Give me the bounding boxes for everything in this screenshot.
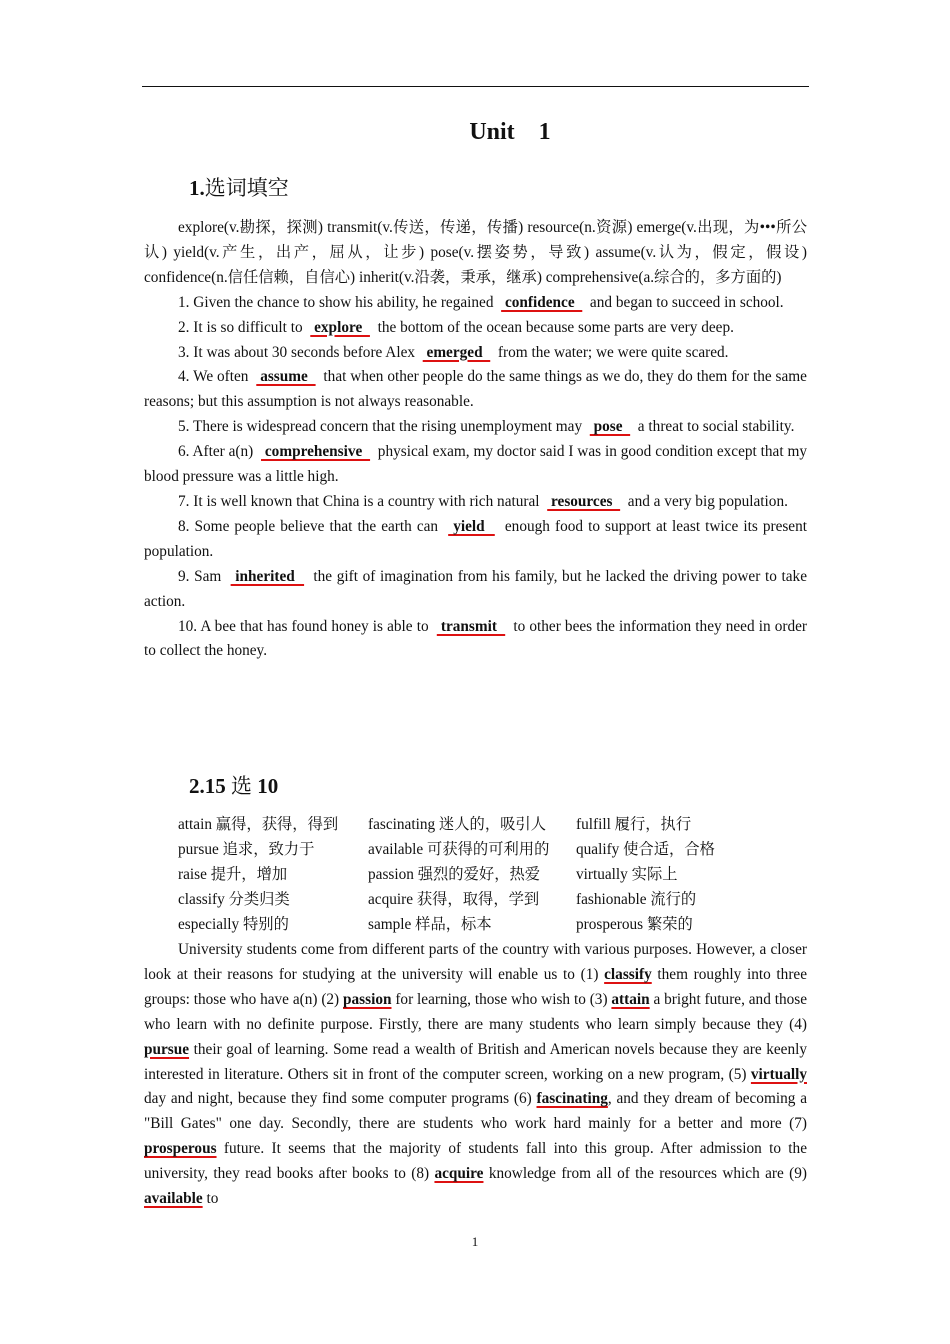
exercise-text: and began to succeed in school. bbox=[582, 293, 784, 311]
word-bank-entry: attain 赢得，获得，得到 bbox=[178, 816, 339, 833]
exercise-item bbox=[144, 515, 807, 565]
exercise-text: from the water; we were quite scared. bbox=[490, 343, 729, 361]
exercise-item bbox=[144, 365, 807, 415]
word-bank-entry: prosperous 繁荣的 bbox=[576, 915, 693, 933]
answer-blank: virtually bbox=[750, 1065, 807, 1083]
exercise-text: 2. It is so difficult to bbox=[178, 318, 311, 336]
word-bank-entry: especially 特别的 bbox=[178, 915, 289, 933]
word-bank-row bbox=[178, 813, 808, 838]
answer-blank: pose bbox=[589, 418, 631, 436]
exercise-item bbox=[144, 565, 807, 615]
exercise-item bbox=[144, 415, 807, 440]
answer-blank: assume bbox=[256, 368, 316, 386]
passage-text: for learning, those who wish to (3) bbox=[391, 990, 612, 1008]
answer-blank: fascinating bbox=[536, 1090, 608, 1108]
passage-text: future. It seems that the majority of students fall into this group. After admission to the university, they read books after books to (8) bbox=[144, 1140, 807, 1183]
word-bank-entry: fashionable 流行的 bbox=[576, 890, 697, 908]
word-bank-entry: sample 样品，标本 bbox=[368, 915, 492, 933]
exercise-text: 9. Sam bbox=[178, 567, 231, 585]
passage-paragraph bbox=[144, 938, 807, 1212]
word-bank-entry: virtually 实际上 bbox=[576, 865, 678, 883]
exercise-text: the gift of imagination from his family, but he lacked the driving power to take action. bbox=[144, 567, 807, 610]
exercise-item bbox=[144, 440, 807, 490]
exercise-item bbox=[144, 490, 807, 515]
exercise-text: physical exam, my doctor said I was in good condition except that my blood pressure was a little high. bbox=[144, 443, 807, 486]
passage-text: , and they dream of becoming a "Bill Gates" one day. Secondly, there are students who work hard mainly for a better and more (7) bbox=[144, 1090, 807, 1133]
passage-text: to bbox=[202, 1190, 219, 1208]
answer-blank: comprehensive bbox=[261, 443, 371, 461]
section-2-heading bbox=[189, 770, 278, 800]
passage-text: day and night, because they find some computer programs (6) bbox=[144, 1090, 537, 1108]
vocab-list: explore(v.勘探，探测) transmit(v.传送，传递，传播) resource(n.资源) emerge(v.出现，为•••所公认) yield(v.产生，出产，屈从，让步) pose(v.摆姿势，导致) assume(v.认为，假定，假设) confidence(n.信任信赖，自信心) inherit(v.沿袭，秉承，继承) comprehensive(a.综合的，多方面的) bbox=[144, 219, 807, 286]
exercise-text: that when other people do the same things as we do, they do them for the same reasons; but this assumption is not always reasonable. bbox=[144, 368, 807, 411]
word-bank-entry: fascinating 迷人的，吸引人 bbox=[368, 816, 547, 833]
page-title: Unit 1 bbox=[469, 119, 551, 145]
exercise-text: to other bees the information they need in order to collect the honey. bbox=[144, 617, 807, 660]
answer-blank: prosperous bbox=[144, 1140, 217, 1158]
word-bank-row bbox=[178, 863, 808, 888]
word-bank-row bbox=[178, 838, 808, 863]
section-1-heading bbox=[189, 172, 289, 202]
section-2-count: 10 bbox=[257, 774, 279, 798]
word-bank-entry: fulfill 履行，执行 bbox=[576, 816, 692, 833]
section-2-number: 2.15 bbox=[189, 774, 226, 798]
exercise-text: the bottom of the ocean because some parts are very deep. bbox=[369, 318, 734, 336]
word-bank-row bbox=[178, 913, 808, 938]
section-1-body bbox=[144, 216, 807, 664]
answer-blank: classify bbox=[604, 965, 652, 983]
exercise-text: 4. We often bbox=[178, 368, 257, 386]
answer-blank: passion bbox=[343, 990, 392, 1008]
answer-blank: resources bbox=[547, 492, 621, 510]
passage-text: their goal of learning. Some read a wealth of British and American novels because they are keenly interested in literature. Others sit in front of the computer screen, working on a new program, (5) bbox=[144, 1040, 807, 1083]
header-rule bbox=[142, 86, 809, 87]
word-bank-entry: qualify 使合适，合格 bbox=[576, 840, 715, 858]
word-bank-entry: raise 提升，增加 bbox=[178, 865, 288, 883]
exercise-list bbox=[144, 291, 807, 665]
page-number: 1 bbox=[471, 1234, 479, 1249]
answer-blank: emerged bbox=[422, 343, 491, 361]
word-bank-row bbox=[178, 888, 808, 913]
word-bank-entry: pursue 追求，致力于 bbox=[178, 840, 315, 858]
answer-blank: explore bbox=[310, 318, 370, 336]
passage-text: a bright future, and those who learn with no definite purpose. Firstly, there are many students who learn simply because they (4) bbox=[144, 990, 807, 1033]
exercise-text: 1. Given the chance to show his ability, he regained bbox=[178, 293, 502, 311]
exercise-text: enough food to support at least twice its present population. bbox=[144, 517, 807, 560]
exercise-item bbox=[144, 341, 807, 366]
exercise-text: 10. A bee that has found honey is able to bbox=[178, 617, 437, 635]
section-1-title: 选词填空 bbox=[204, 176, 289, 200]
passage-text: University students come from different parts of the country with various purposes. However, a closer look at their reasons for studying at the university will enable us to (1) bbox=[144, 941, 807, 983]
exercise-item bbox=[144, 291, 807, 316]
answer-blank: confidence bbox=[501, 293, 583, 311]
passage-text: them roughly into three groups: those who have a(n) (2) bbox=[144, 965, 807, 1008]
answer-blank: available bbox=[144, 1190, 203, 1208]
answer-blank: transmit bbox=[436, 617, 506, 635]
section-1-number: 1. bbox=[189, 176, 205, 200]
word-bank-entry: available 可获得的可利用的 bbox=[368, 840, 550, 858]
answer-blank: acquire bbox=[434, 1165, 484, 1183]
answer-blank: pursue bbox=[144, 1040, 190, 1058]
answer-blank: attain bbox=[611, 990, 650, 1008]
word-bank-entry: passion 强烈的爱好，热爱 bbox=[368, 865, 541, 883]
section-2-title: 选 bbox=[225, 774, 258, 798]
word-bank bbox=[178, 813, 808, 937]
cloze-passage bbox=[144, 938, 807, 1212]
exercise-text: and a very big population. bbox=[620, 492, 788, 510]
word-bank-entry: classify 分类归类 bbox=[178, 890, 290, 908]
exercise-text: 6. After a(n) bbox=[178, 443, 262, 461]
passage-text: knowledge from all of the resources which are (9) bbox=[483, 1165, 807, 1183]
exercise-item bbox=[144, 615, 807, 665]
exercise-item bbox=[144, 316, 807, 341]
exercise-text: 3. It was about 30 seconds before Alex bbox=[178, 343, 423, 361]
answer-blank: inherited bbox=[230, 567, 305, 585]
exercise-text: 5. There is widespread concern that the rising unemployment may bbox=[178, 418, 590, 436]
word-bank-entry: acquire 获得，取得，学到 bbox=[368, 890, 540, 908]
exercise-text: 7. It is well known that China is a country with rich natural bbox=[178, 492, 548, 510]
answer-blank: yield bbox=[448, 517, 495, 535]
exercise-text: 8. Some people believe that the earth can bbox=[178, 517, 449, 535]
exercise-text: a threat to social stability. bbox=[630, 418, 795, 436]
